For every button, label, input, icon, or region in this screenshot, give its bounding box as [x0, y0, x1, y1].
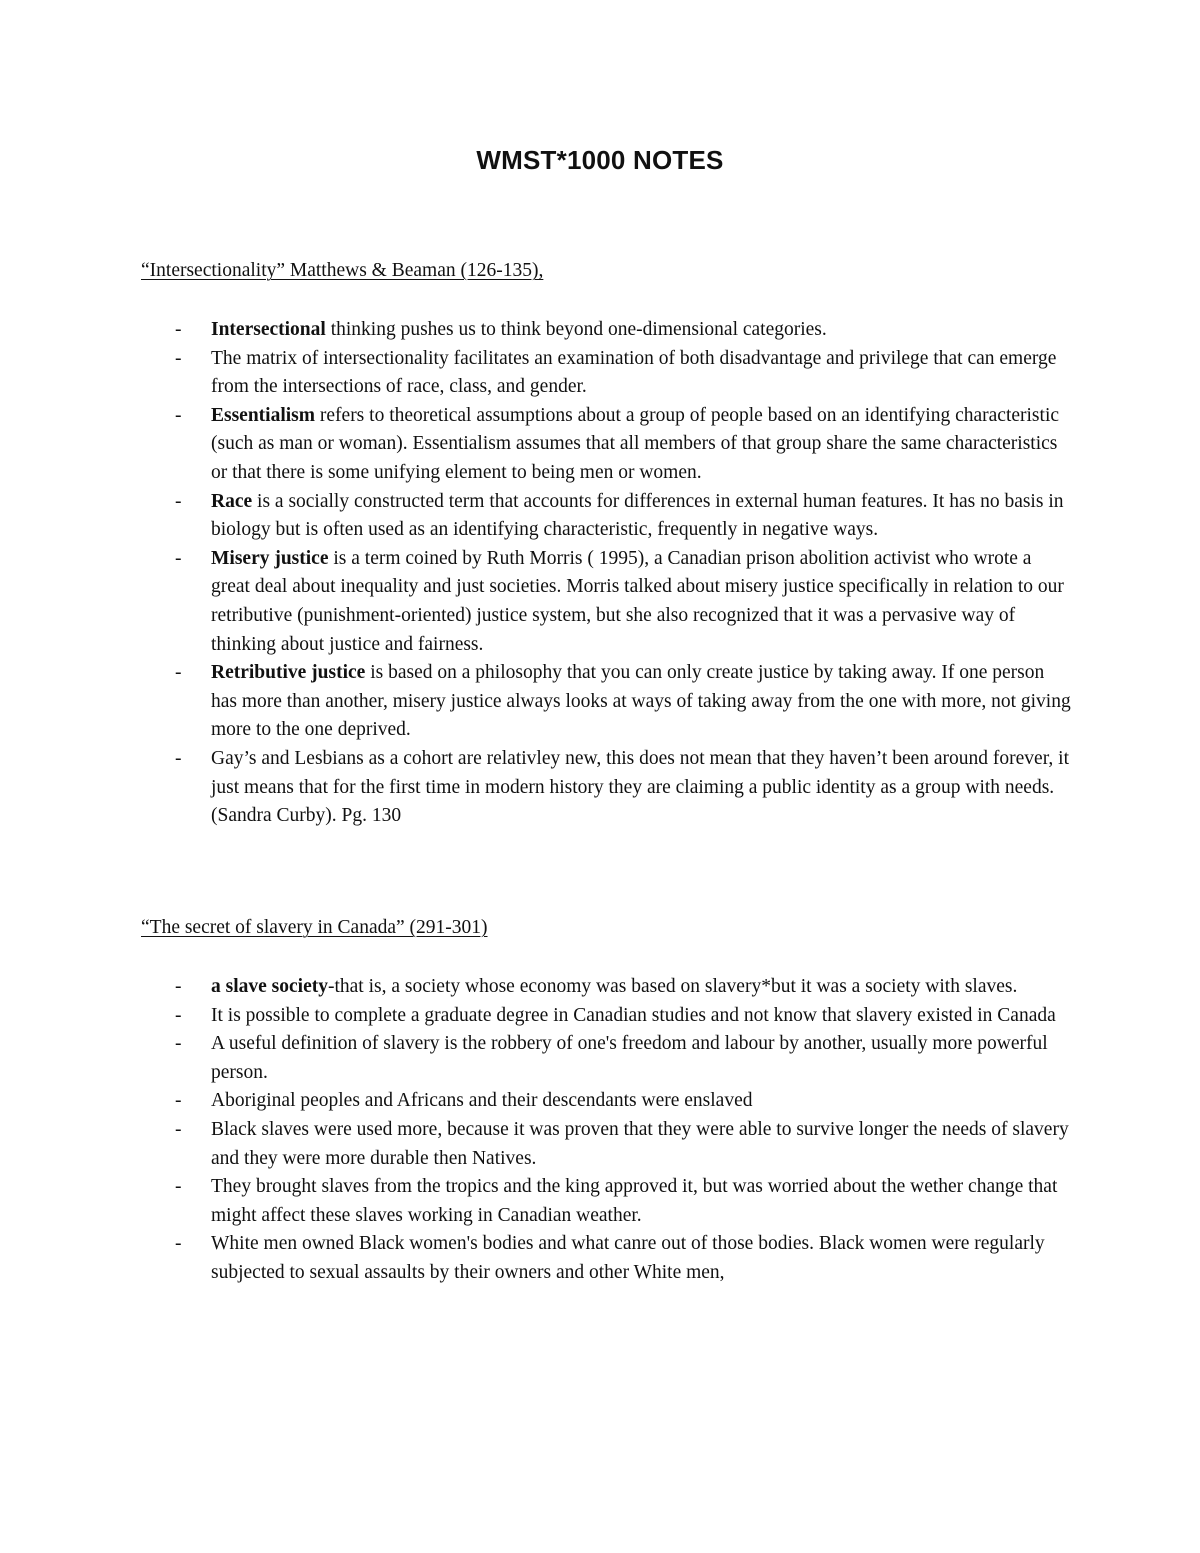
- item-text: They brought slaves from the tropics and the king approved it, but was worried about the wether change that might affect these slaves working in Canadian weather.: [211, 1176, 1058, 1226]
- item-text: is based on a philosophy that you can only create justice by taking away. If one person has more than another, misery justice always looks at ways of taking away from the one with more, not giving more to the one deprived.: [211, 662, 1071, 741]
- list-item: [0, 316, 1071, 345]
- list-item: [0, 1030, 1071, 1087]
- bullet-list: [0, 973, 1200, 1288]
- list-item: [0, 659, 1071, 745]
- bold-term: Misery justice: [211, 547, 329, 569]
- bold-term: a slave society: [211, 976, 328, 997]
- item-text: is a socially constructed term that accounts for differences in external human features. It has no basis in biology but is often used as an identifying characteristic, frequently in negative ways.: [211, 490, 1064, 541]
- item-text: thinking pushes us to think beyond one-dimensional categories.: [325, 319, 827, 340]
- bullet-list: [0, 316, 1200, 831]
- section-heading: “Intersectionality” Matthews & Beaman (126-135),: [141, 260, 544, 281]
- bold-term: Race: [211, 490, 253, 512]
- item-text: Black slaves were used more, because it was proven that they were able to survive longer the needs of slavery and they were more durable then Natives.: [211, 1118, 1069, 1169]
- item-text: Gay’s and Lesbians as a cohort are relativley new, this does not mean that they haven’t been around forever, it just means that for the first time in modern history they are claiming a public identity as a group with needs. (Sandra Curby). Pg. 130: [211, 747, 1070, 827]
- section-heading: “The secret of slavery in Canada” (291-301): [141, 917, 488, 938]
- item-text: It is possible to complete a graduate degree in Canadian studies and not know that slavery existed in Canada: [211, 1004, 1056, 1026]
- list-item: [0, 973, 1071, 1002]
- list-item: [0, 488, 1071, 545]
- item-text: The matrix of intersectionality facilitates an examination of both disadvantage and privilege that can emerge from the intersections of race, class, and gender.: [211, 347, 1057, 398]
- list-item: [0, 1173, 1071, 1230]
- list-item: [0, 1116, 1071, 1173]
- item-text: White men owned Black women's bodies and what canre out of those bodies. Black women were regularly subjected to sexual assaults by their owners and other White men,: [211, 1233, 1045, 1283]
- bullet-dash: -: [175, 319, 182, 340]
- page-title: WMST*1000 NOTES: [476, 145, 724, 175]
- bullet-dash: -: [175, 404, 182, 426]
- list-item: [0, 345, 1071, 402]
- list-item: [0, 1087, 1071, 1116]
- bullet-dash: -: [175, 1033, 182, 1055]
- bold-term: Intersectional: [211, 319, 326, 340]
- bold-term: Essentialism: [211, 404, 316, 426]
- bullet-dash: -: [175, 662, 182, 684]
- item-text: -that is, a society whose economy was based on slavery*but it was a society with slaves.: [327, 976, 1018, 997]
- bullet-dash: -: [175, 547, 182, 569]
- item-text: refers to theoretical assumptions about a group of people based on an identifying characteristic (such as man or woman). Essentialism assumes that all members of that group share the same characteristics or that there is some unifying element to being men or women.: [211, 404, 1060, 483]
- bullet-dash: -: [175, 747, 182, 769]
- list-item: [0, 1002, 1071, 1031]
- bullet-dash: -: [175, 347, 182, 369]
- bullet-dash: -: [175, 1118, 182, 1140]
- list-item: [0, 545, 1071, 659]
- item-text: is a term coined by Ruth Morris ( 1995), a Canadian prison abolition activist who wrote a great deal about inequality and just societies. Morris talked about misery justice specifically in relation to our retributive (punishment-oriented) justice system, but she also recognized that it was a pervasive way of thinking about justice and fairness.: [211, 547, 1064, 655]
- list-item: [0, 402, 1071, 488]
- list-item: [0, 1230, 1071, 1287]
- item-text: A useful definition of slavery is the robbery of one's freedom and labour by another, usually more powerful person.: [211, 1033, 1048, 1083]
- bold-term: Retributive justice: [211, 662, 366, 684]
- item-text: Aboriginal peoples and Africans and their descendants were enslaved: [211, 1090, 753, 1112]
- bullet-dash: -: [175, 1004, 182, 1026]
- bullet-dash: -: [175, 1233, 182, 1255]
- bullet-dash: -: [175, 976, 182, 997]
- list-item: [0, 745, 1071, 831]
- bullet-dash: -: [175, 1090, 182, 1112]
- bullet-dash: -: [175, 490, 182, 512]
- bullet-dash: -: [175, 1176, 182, 1198]
